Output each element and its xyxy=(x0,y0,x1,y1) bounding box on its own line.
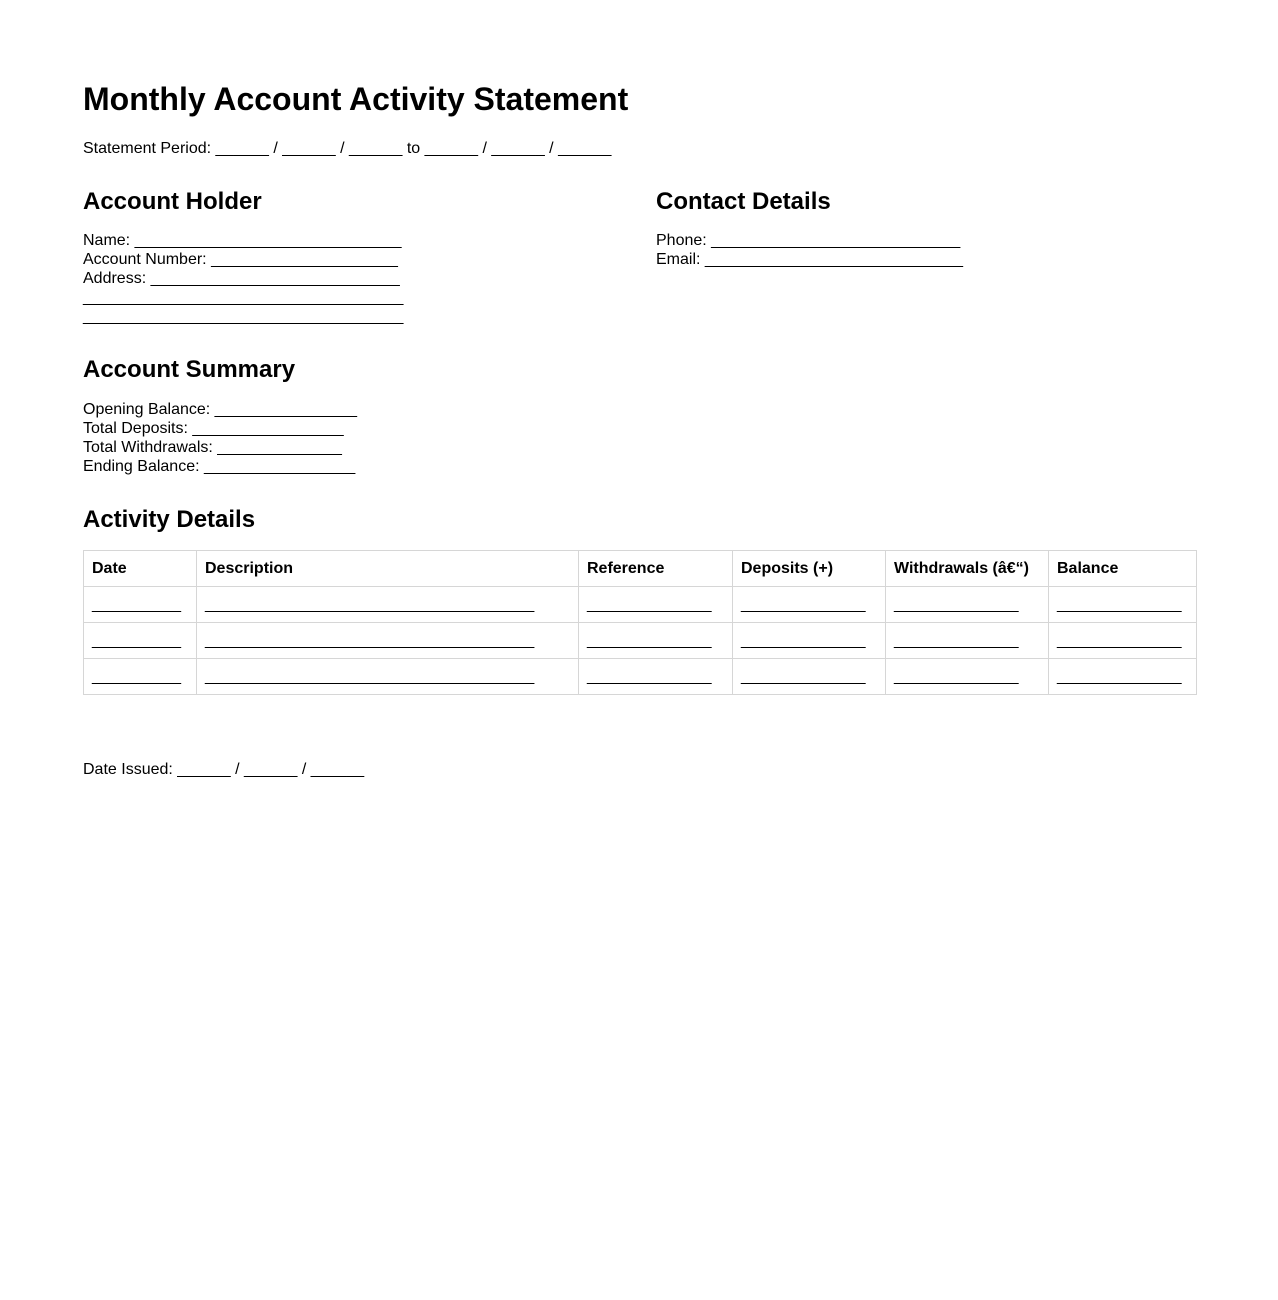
total-withdrawals-blank: ______________ xyxy=(217,438,342,456)
opening-balance-field-line xyxy=(83,400,1196,419)
ending-balance-blank: _________________ xyxy=(203,457,356,475)
holder-contact-columns xyxy=(83,174,1196,327)
name-blank: ______________________________ xyxy=(134,232,402,250)
column-header-withdrawals: Withdrawals (â€“) xyxy=(886,550,1049,586)
name-field-line xyxy=(83,231,656,250)
account-summary-section xyxy=(83,356,1196,476)
email-label: Email: xyxy=(656,251,701,269)
cell-withdrawals-blank: ______________ xyxy=(886,586,1049,622)
address-continuation-line xyxy=(83,307,656,326)
activity-table xyxy=(83,550,1197,695)
date-issued-label: Date Issued: xyxy=(83,760,173,778)
account-number-blank: _____________________ xyxy=(211,251,398,269)
total-deposits-blank: _________________ xyxy=(192,419,344,437)
account-number-field-line xyxy=(83,250,656,269)
opening-balance-blank: ________________ xyxy=(214,400,358,418)
cell-date-blank: __________ xyxy=(84,622,197,658)
address-blank: ____________________________ xyxy=(150,270,400,288)
cell-balance-blank: ______________ xyxy=(1049,658,1197,694)
address-field-line xyxy=(83,269,656,288)
address-continuation-blank: ____________________________________ xyxy=(83,289,404,307)
ending-balance-label: Ending Balance: xyxy=(83,457,200,475)
address-continuation-blank: ____________________________________ xyxy=(83,308,404,326)
total-withdrawals-field-line xyxy=(83,438,1196,457)
cell-deposits-blank: ______________ xyxy=(733,586,886,622)
table-row xyxy=(84,658,1197,694)
activity-details-section xyxy=(83,506,1196,695)
cell-date-blank: __________ xyxy=(84,658,197,694)
column-header-balance: Balance xyxy=(1049,550,1197,586)
statement-period-line xyxy=(83,139,1196,158)
cell-balance-blank: ______________ xyxy=(1049,622,1197,658)
table-row xyxy=(84,622,1197,658)
date-issued-line xyxy=(83,760,1196,779)
account-holder-fields xyxy=(83,231,656,326)
cell-reference-blank: ______________ xyxy=(579,622,733,658)
account-number-label: Account Number: xyxy=(83,251,207,269)
cell-deposits-blank: ______________ xyxy=(733,658,886,694)
contact-details-heading: Contact Details xyxy=(656,187,831,215)
cell-reference-blank: ______________ xyxy=(579,586,733,622)
activity-details-heading: Activity Details xyxy=(83,505,256,533)
contact-details-fields xyxy=(656,231,1196,269)
phone-blank: ____________________________ xyxy=(711,232,961,250)
cell-description-blank: _____________________________________ xyxy=(197,658,579,694)
cell-withdrawals-blank: ______________ xyxy=(886,658,1049,694)
cell-reference-blank: ______________ xyxy=(579,658,733,694)
cell-description-blank: _____________________________________ xyxy=(197,622,579,658)
statement-period-blanks: ______ / ______ / ______ to ______ / ______ / ______ xyxy=(215,139,612,157)
total-deposits-label: Total Deposits: xyxy=(83,419,188,437)
account-summary-heading: Account Summary xyxy=(83,356,296,384)
address-label: Address: xyxy=(83,270,147,288)
cell-description-blank: _____________________________________ xyxy=(197,586,579,622)
account-summary-fields xyxy=(83,400,1196,476)
ending-balance-field-line xyxy=(83,457,1196,476)
table-row xyxy=(84,586,1197,622)
contact-details-section xyxy=(656,174,1196,270)
total-withdrawals-label: Total Withdrawals: xyxy=(83,438,213,456)
column-header-deposits: Deposits (+) xyxy=(733,550,886,586)
total-deposits-field-line xyxy=(83,419,1196,438)
statement-period-label: Statement Period: xyxy=(83,139,212,157)
column-header-description: Description xyxy=(197,550,579,586)
opening-balance-label: Opening Balance: xyxy=(83,400,211,418)
cell-deposits-blank: ______________ xyxy=(733,622,886,658)
phone-label: Phone: xyxy=(656,232,707,250)
account-holder-section xyxy=(83,174,656,327)
column-header-date: Date xyxy=(84,550,197,586)
page-title: Monthly Account Activity Statement xyxy=(83,81,629,117)
phone-field-line xyxy=(656,231,1196,250)
cell-balance-blank: ______________ xyxy=(1049,586,1197,622)
name-label: Name: xyxy=(83,232,131,250)
column-header-reference: Reference xyxy=(579,550,733,586)
email-field-line xyxy=(656,250,1196,269)
cell-date-blank: __________ xyxy=(84,586,197,622)
table-header-row xyxy=(84,550,1197,586)
email-blank: _____________________________ xyxy=(704,251,963,269)
cell-withdrawals-blank: ______________ xyxy=(886,622,1049,658)
date-issued-blanks: ______ / ______ / ______ xyxy=(177,760,365,778)
account-holder-heading: Account Holder xyxy=(83,187,262,215)
address-continuation-line xyxy=(83,288,656,307)
